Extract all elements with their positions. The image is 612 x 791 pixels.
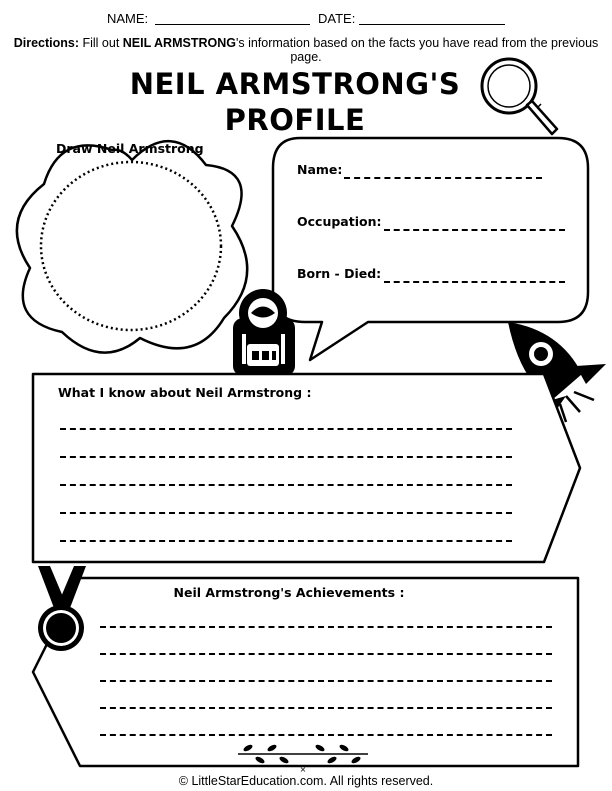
know-label: What I know about Neil Armstrong : [58, 385, 312, 400]
profile-occupation-label: Occupation: [297, 214, 382, 229]
page-title-line2: PROFILE [224, 103, 366, 137]
achievements-line-3[interactable] [100, 680, 552, 682]
achievements-line-4[interactable] [100, 707, 552, 709]
directions-text-before: Fill out [79, 36, 123, 50]
date-label: DATE: [318, 11, 356, 26]
name-label: NAME: [107, 11, 149, 26]
profile-born-died-line[interactable] [384, 281, 565, 283]
directions-text-after: 's information based on the facts you have read from the previous page. [235, 36, 599, 64]
know-box [33, 374, 580, 562]
profile-occupation-line[interactable] [384, 229, 565, 231]
profile-name-label: Name: [297, 162, 343, 177]
know-line-1[interactable] [60, 428, 512, 430]
achievements-label: Neil Armstrong's Achievements : [173, 585, 405, 600]
know-line-5[interactable] [60, 540, 512, 542]
directions-prefix: Directions: [13, 36, 79, 50]
profile-name-line[interactable] [344, 177, 542, 179]
know-line-4[interactable] [60, 512, 512, 514]
draw-box-label: Draw Neil Armstrong [56, 141, 204, 156]
directions-subject: NEIL ARMSTRONG [122, 36, 236, 50]
achievements-line-5[interactable] [100, 734, 552, 736]
page-title-line1: NEIL ARMSTRONG'S [129, 67, 461, 101]
flower-frame [17, 141, 247, 352]
know-line-2[interactable] [60, 456, 512, 458]
achievements-box [33, 578, 578, 766]
know-line-3[interactable] [60, 484, 512, 486]
copyright-footer: © LittleStarEducation.com. All rights reserved. [178, 774, 434, 788]
svg-text:×: × [299, 765, 307, 774]
achievements-line-1[interactable] [100, 626, 552, 628]
profile-born-died-label: Born - Died: [297, 266, 382, 281]
achievements-line-2[interactable] [100, 653, 552, 655]
magnifying-glass-icon [482, 59, 557, 134]
